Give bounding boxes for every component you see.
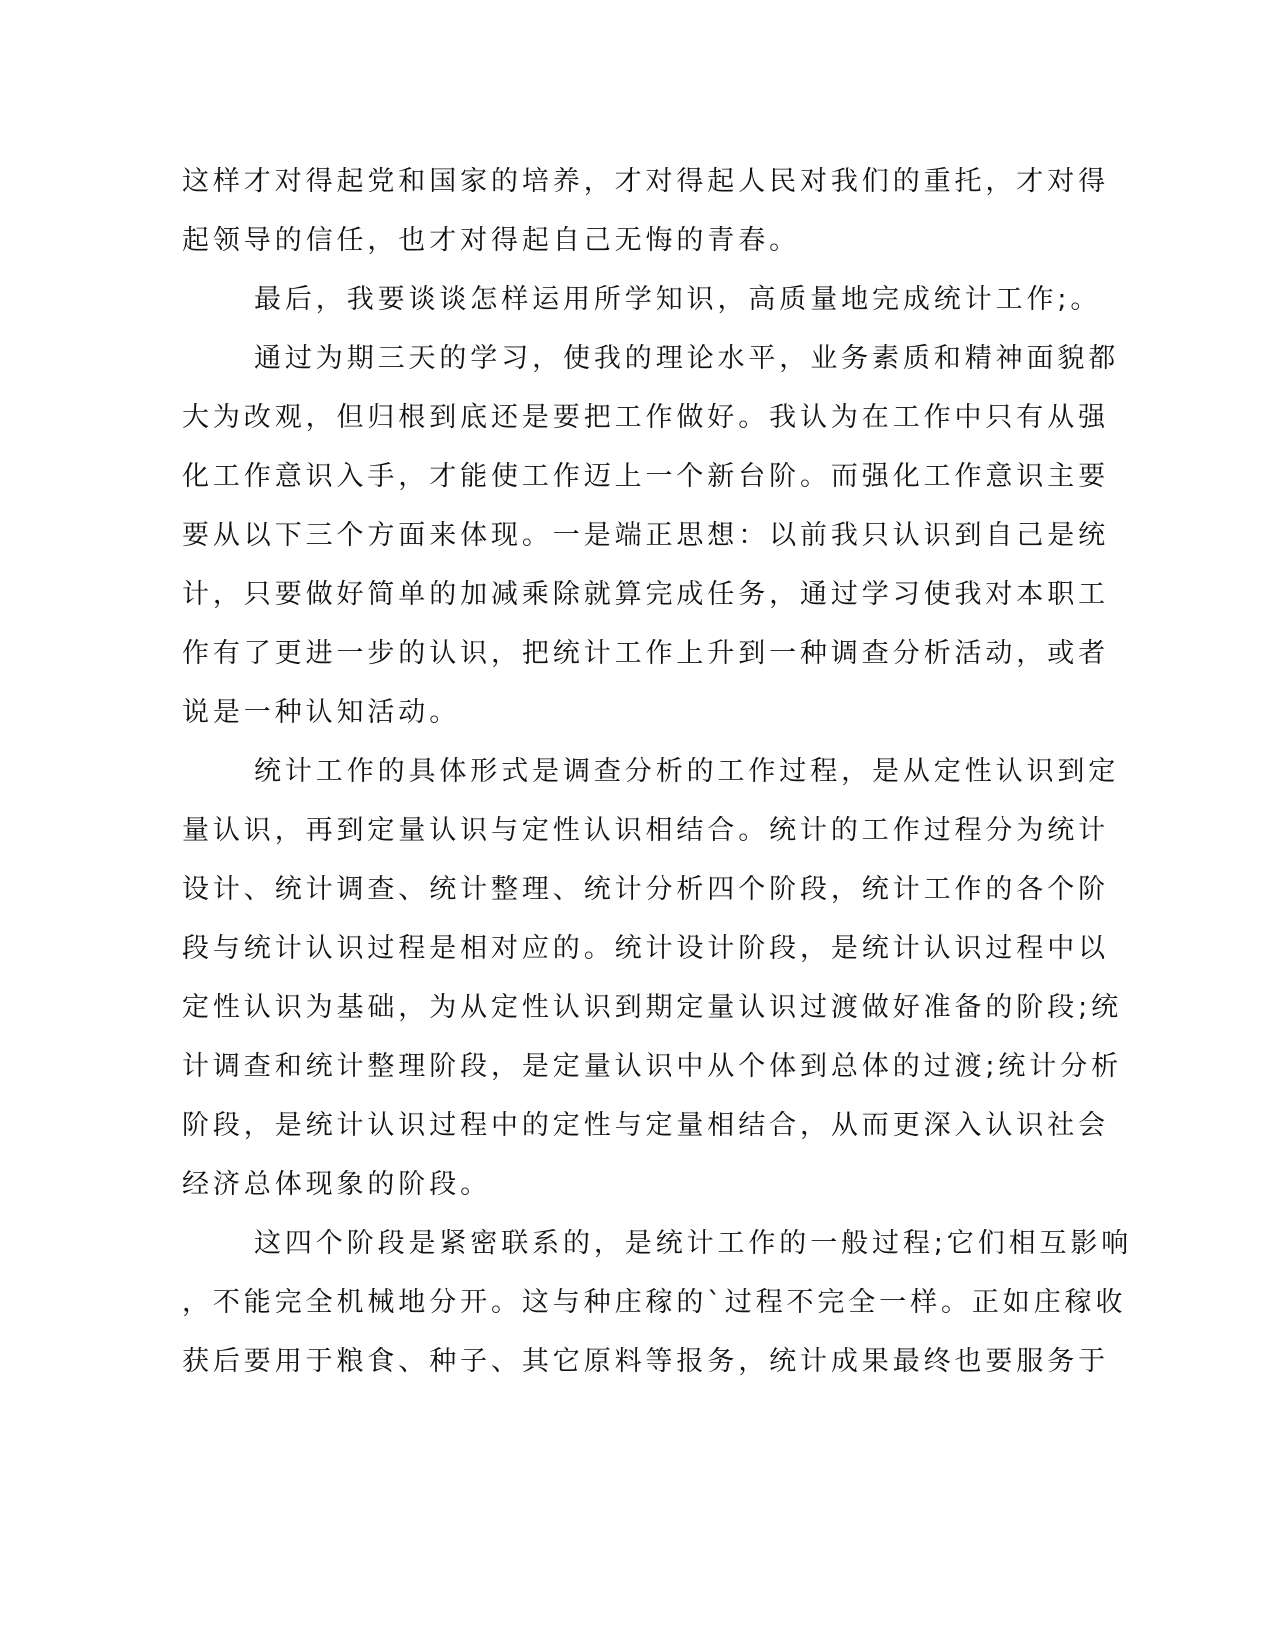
text-line: 大为改观，但归根到底还是要把工作做好。我认为在工作中只有从强 (182, 402, 1109, 433)
text-line: 这样才对得起党和国家的培养，才对得起人民对我们的重托，才对得 (182, 166, 1109, 197)
text-line: 获后要用于粮食、种子、其它原料等报务，统计成果最终也要服务于 (182, 1346, 1109, 1377)
text-line: 作有了更进一步的认识，把统计工作上升到一种调查分析活动，或者 (182, 638, 1109, 669)
text-line: 经济总体现象的阶段。 (182, 1169, 491, 1200)
paragraph-start-line: 这四个阶段是紧密联系的，是统计工作的一般过程;它们相互影响 (254, 1228, 1133, 1259)
document-body (182, 152, 1133, 1391)
paragraph-start-line: 最后，我要谈谈怎样运用所学知识，高质量地完成统计工作;。 (254, 284, 1102, 315)
text-line: 段与统计认识过程是相对应的。统计设计阶段，是统计认识过程中以 (182, 933, 1109, 964)
text-line: 定性认识为基础，为从定性认识到期定量认识过渡做好准备的阶段;统 (182, 992, 1122, 1023)
text-line: 设计、统计调查、统计整理、统计分析四个阶段，统计工作的各个阶 (182, 874, 1109, 905)
text-line: 计，只要做好简单的加减乘除就算完成任务，通过学习使我对本职工 (182, 579, 1109, 610)
text-line: 起领导的信任，也才对得起自己无悔的青春。 (182, 225, 800, 256)
text-line: 阶段，是统计认识过程中的定性与定量相结合，从而更深入认识社会 (182, 1110, 1109, 1141)
paragraph-start-line: 统计工作的具体形式是调查分析的工作过程，是从定性认识到定 (254, 756, 1120, 787)
text-line: 化工作意识入手，才能使工作迈上一个新台阶。而强化工作意识主要 (182, 461, 1109, 492)
text-line: 量认识，再到定量认识与定性认识相结合。统计的工作过程分为统计 (182, 815, 1109, 846)
text-line: 说是一种认知活动。 (182, 697, 461, 728)
paragraph-start-line: 通过为期三天的学习，使我的理论水平，业务素质和精神面貌都 (254, 343, 1120, 374)
text-line: 计调查和统计整理阶段，是定量认识中从个体到总体的过渡;统计分析 (182, 1051, 1122, 1082)
text-line: 要从以下三个方面来体现。一是端正思想：以前我只认识到自己是统 (182, 520, 1109, 551)
text-line: ，不能完全机械地分开。这与种庄稼的`过程不完全一样。正如庄稼收 (182, 1287, 1127, 1318)
